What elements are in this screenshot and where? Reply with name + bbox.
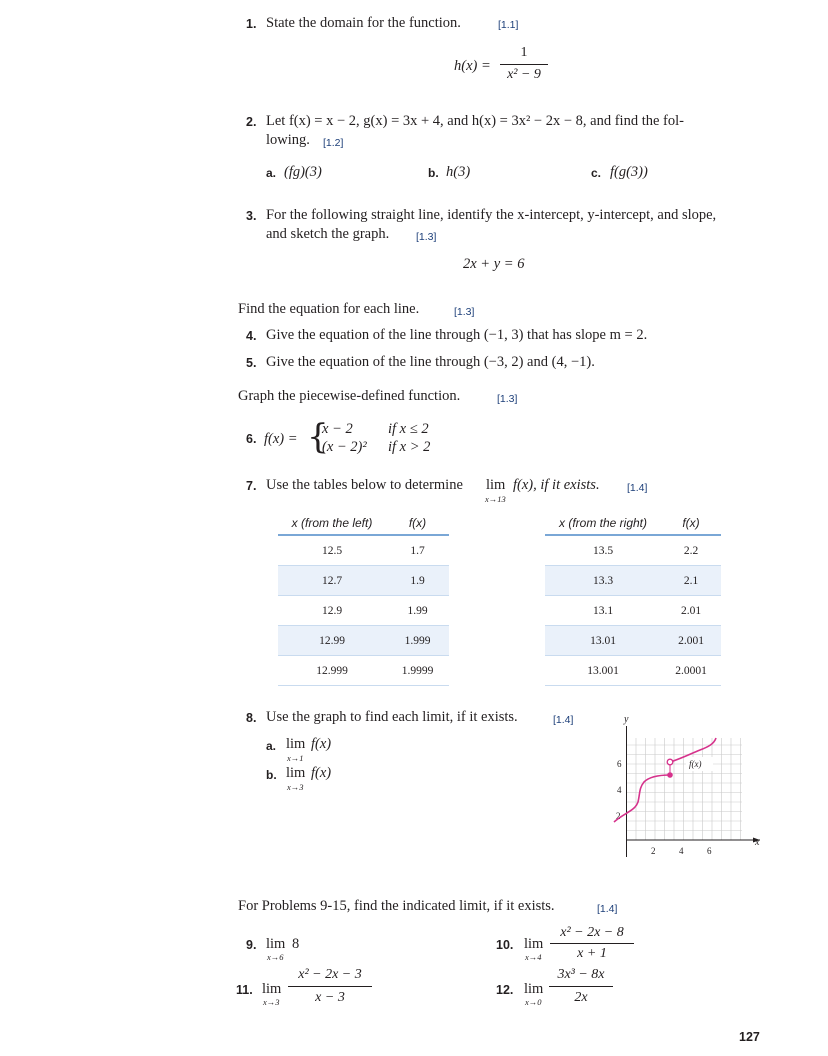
section-ref: [1.3] (416, 231, 437, 243)
y-tick-label: 6 (617, 759, 622, 769)
table-from-right (545, 512, 721, 686)
case-2-expr: (x − 2)² (322, 439, 367, 455)
cell-x: 12.9 (278, 596, 386, 626)
numerator: x² − 2x − 3 (298, 967, 362, 982)
problem-number: 9. (246, 938, 257, 952)
denominator: x + 1 (577, 946, 607, 961)
lim-word: lim (266, 936, 286, 952)
x-tick-label: 2 (651, 846, 656, 856)
cell-fx: 2.01 (661, 596, 721, 626)
table-from-left (278, 512, 449, 686)
function-lhs: h(x) = (454, 58, 491, 74)
lim-subscript: x→0 (525, 997, 542, 1007)
section-ref: [1.2] (323, 137, 344, 149)
limit-expression: 8 (292, 936, 300, 952)
curve-left-piece (614, 775, 670, 822)
x-axis-label: x (755, 837, 760, 848)
section-intro: Graph the piecewise-defined function. (238, 388, 461, 404)
section-ref: [1.4] (553, 714, 574, 726)
problem-5-text: Give the equation of the line through (−3, 2) and (4, −1). (266, 354, 595, 370)
section-intro: Find the equation for each line. (238, 301, 420, 317)
problem-text-line-2: lowing. (266, 132, 310, 148)
cell-x: 12.999 (278, 656, 386, 686)
cell-fx: 1.7 (386, 535, 449, 566)
table-row (545, 596, 721, 626)
fraction-bar (500, 64, 548, 65)
problem-number: 3. (246, 209, 257, 223)
part-b-label: b. (428, 166, 439, 180)
section-ref: [1.3] (454, 306, 475, 318)
cell-fx: 1.99 (386, 596, 449, 626)
problem-text-line-2: and sketch the graph. (266, 226, 390, 242)
problem-number: 5. (246, 356, 257, 370)
problem-number: 10. (496, 938, 514, 952)
numerator: x² − 2x − 8 (560, 925, 624, 940)
fraction-bar (550, 943, 634, 944)
problem-4-text: Give the equation of the line through (−1, 3) that has slope m = 2. (266, 327, 648, 343)
table-row (278, 566, 449, 596)
section-ref: [1.1] (498, 19, 519, 31)
limit-graph (600, 712, 770, 862)
table-row (278, 596, 449, 626)
column-header: x (from the right) (545, 512, 661, 535)
lim-subscript: x→4 (525, 952, 542, 962)
page-number: 127 (739, 1030, 760, 1044)
table-row (545, 656, 721, 686)
fraction-bar (288, 986, 372, 987)
fraction-bar (549, 986, 613, 987)
part-b-label: b. (266, 768, 277, 782)
lim-word: lim (486, 477, 506, 493)
section-intro: For Problems 9-15, find the indicated limit, if it exists. (238, 898, 555, 914)
cell-fx: 2.0001 (661, 656, 721, 686)
cell-x: 13.01 (545, 626, 661, 656)
cell-fx: 1.9999 (386, 656, 449, 686)
lim-subscript: x→13 (485, 494, 506, 504)
problem-number: 12. (496, 983, 514, 997)
problem-text-line-1: For the following straight line, identify the x-intercept, y-intercept, and slope, (266, 207, 717, 223)
denominator: x² − 9 (507, 67, 541, 82)
lim-subscript: x→6 (267, 952, 284, 962)
function-lhs: f(x) = (264, 431, 298, 447)
problem-number: 1. (246, 17, 257, 31)
problem-text-after: f(x), if it exists. (513, 477, 600, 493)
table-row (278, 656, 449, 686)
cell-fx: 2.1 (661, 566, 721, 596)
part-a-label: a. (266, 739, 277, 753)
equation: 2x + y = 6 (463, 256, 525, 272)
function: f(x) (311, 736, 332, 752)
lim-subscript: x→3 (263, 997, 280, 1007)
case-1-condition: if x ≤ 2 (388, 421, 429, 437)
problem-text: Use the tables below to determine (266, 477, 463, 493)
problem-number: 8. (246, 711, 257, 725)
curve-label: f(x) (689, 759, 702, 769)
numerator: 3x³ − 8x (557, 967, 605, 982)
lim-word: lim (524, 981, 544, 997)
cell-fx: 2.2 (661, 535, 721, 566)
part-c-expr: f(g(3)) (610, 164, 648, 180)
table-row (545, 535, 721, 566)
lim-word: lim (262, 981, 282, 997)
cell-fx: 2.001 (661, 626, 721, 656)
column-header: f(x) (661, 512, 721, 535)
cell-x: 13.3 (545, 566, 661, 596)
lim-word: lim (524, 936, 544, 952)
closed-point (667, 772, 673, 778)
open-point (667, 759, 673, 765)
part-a-expr: (fg)(3) (284, 164, 322, 180)
cell-x: 13.5 (545, 535, 661, 566)
cell-x: 12.7 (278, 566, 386, 596)
y-axis-label: y (624, 714, 629, 725)
denominator: 2x (574, 990, 588, 1005)
numerator: 1 (520, 45, 528, 60)
problem-text: Use the graph to find each limit, if it exists. (266, 709, 518, 725)
function: f(x) (311, 765, 332, 781)
cell-x: 12.99 (278, 626, 386, 656)
column-header: x (from the left) (278, 512, 386, 535)
part-b-expr: h(3) (446, 164, 471, 180)
section-ref: [1.4] (627, 482, 648, 494)
problem-number: 11. (236, 983, 253, 997)
cell-fx: 1.9 (386, 566, 449, 596)
lim-word: lim (286, 736, 306, 752)
table-row (278, 535, 449, 566)
problem-number: 7. (246, 479, 257, 493)
case-1-expr: x − 2 (322, 421, 353, 437)
table-row (278, 626, 449, 656)
problem-text-line-1: Let f(x) = x − 2, g(x) = 3x + 4, and h(x) = 3x² − 2x − 8, and find the fol- (266, 113, 684, 129)
lim-subscript: x→1 (287, 753, 304, 763)
cell-x: 13.1 (545, 596, 661, 626)
problem-number: 6. (246, 432, 257, 446)
x-tick-label: 4 (679, 846, 684, 856)
left-brace: { (307, 417, 329, 457)
case-2-condition: if x > 2 (388, 439, 431, 455)
cell-x: 13.001 (545, 656, 661, 686)
problem-text: State the domain for the function. (266, 15, 461, 31)
lim-subscript: x→3 (287, 782, 304, 792)
y-tick-label: 2 (616, 811, 621, 821)
problem-number: 4. (246, 329, 257, 343)
cell-fx: 1.999 (386, 626, 449, 656)
lim-word: lim (286, 765, 306, 781)
table-row (545, 626, 721, 656)
part-c-label: c. (591, 166, 602, 180)
problem-number: 2. (246, 115, 257, 129)
x-tick-label: 6 (707, 846, 712, 856)
section-ref: [1.3] (497, 393, 518, 405)
table-row (545, 566, 721, 596)
grid (627, 738, 743, 840)
part-a-label: a. (266, 166, 277, 180)
y-tick-label: 4 (617, 785, 622, 795)
section-ref: [1.4] (597, 903, 618, 915)
denominator: x − 3 (315, 990, 345, 1005)
column-header: f(x) (386, 512, 449, 535)
cell-x: 12.5 (278, 535, 386, 566)
